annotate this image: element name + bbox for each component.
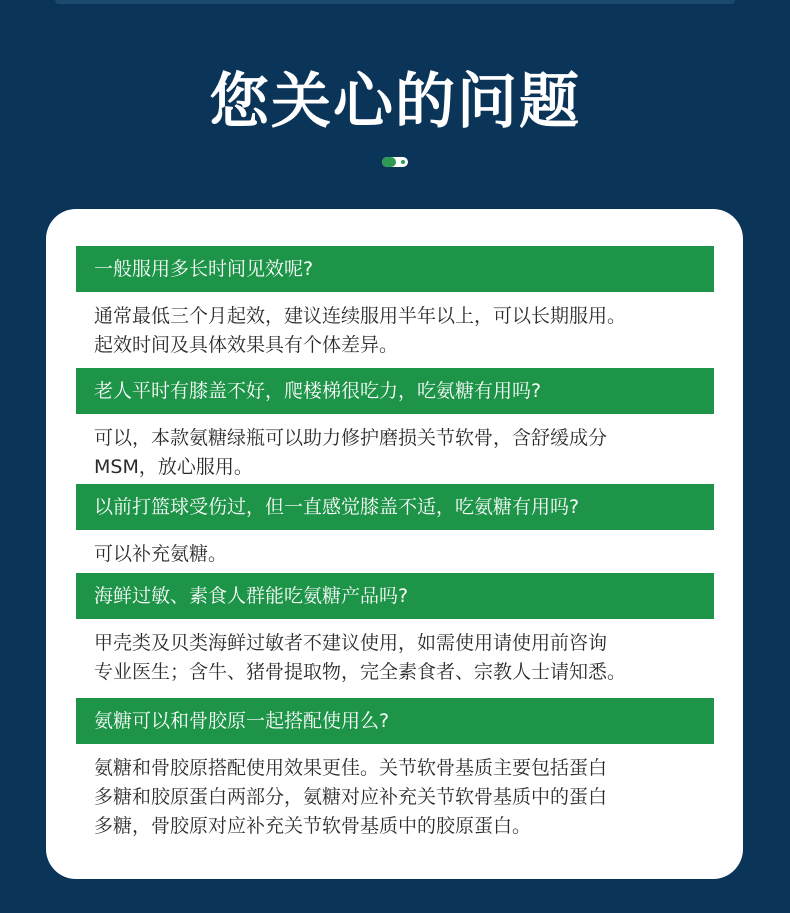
faq-item [76,698,714,841]
faq-card [46,209,743,879]
faq-question: 氨糖可以和骨胶原一起搭配使用么? [76,698,714,744]
faq-answer: 可以，本款氨糖绿瓶可以助力修护磨损关节软骨，含舒缓成分 MSM，放心服用。 [94,427,608,478]
top-strip-decoration [55,0,735,4]
faq-item [76,246,714,360]
faq-item [76,368,714,482]
faq-item [76,484,714,569]
faq-question: 老人平时有膝盖不好，爬楼梯很吃力，吃氨糖有用吗? [76,368,714,414]
divider-dot-icon [401,160,405,164]
faq-question: 一般服用多长时间见效呢? [76,246,714,292]
faq-answer: 通常最低三个月起效，建议连续服用半年以上，可以长期服用。 起效时间及具体效果具有个体差异。 [94,305,627,356]
page-title: 您关心的问题 [209,67,581,137]
faq-answer: 甲壳类及贝类海鲜过敏者不建议使用，如需使用请使用前咨询 专业医生；含牛、猪骨提取物，完全素食者、宗教人士请知悉。 [94,632,627,683]
faq-item [76,573,714,687]
faq-question: 海鲜过敏、素食人群能吃氨糖产品吗? [76,573,714,619]
faq-answer: 氨糖和骨胶原搭配使用效果更佳。关节软骨基质主要包括蛋白 多糖和胶原蛋白两部分，氨糖对应补充关节软骨基质中的蛋白 多糖，骨胶原对应补充关节软骨基质中的胶原蛋白。 [94,757,608,837]
title-divider-icon [382,157,408,167]
divider-pill-icon [382,157,396,167]
faq-question: 以前打篮球受伤过，但一直感觉膝盖不适，吃氨糖有用吗? [76,484,714,530]
faq-answer: 可以补充氨糖。 [94,543,228,565]
